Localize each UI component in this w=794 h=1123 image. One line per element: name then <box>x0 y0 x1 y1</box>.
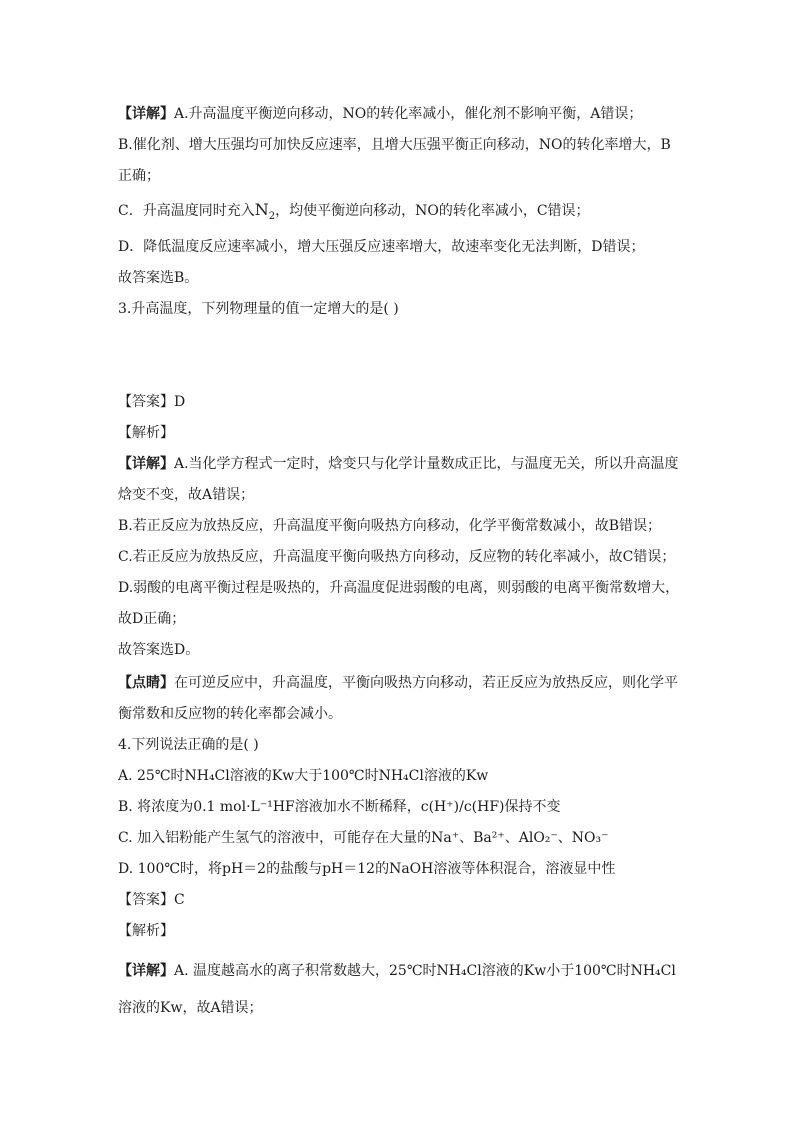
q3-answer: 【答案】D <box>118 394 186 410</box>
q3-detail-b: B.若正反应为放热反应，升高温度平衡向吸热方向移动，化学平衡常数减小，故B错误； <box>118 518 662 534</box>
q4-option-a: A. 25℃时NH₄Cl溶液的Kw大于100℃时NH₄Cl溶液的Kw <box>118 768 489 784</box>
q4-option-c: C. 加入铝粉能产生氢气的溶液中，可能存在大量的Na⁺、Ba²⁺、AlO₂⁻、NO₃⁻ <box>118 830 609 846</box>
q3-detail-d-cont: 故D正确； <box>118 611 186 627</box>
q3-tip-cont: 衡常数和反应物的转化率都会减小。 <box>118 706 342 722</box>
chem-subscript: 2 <box>268 210 276 222</box>
q3-analysis-heading: 【解析】 <box>118 425 174 441</box>
text-fragment: ，均使平衡逆向移动，NO的转化率减小，C错误； <box>275 203 590 219</box>
detail-tag: 【详解】 <box>118 106 174 122</box>
q4-stem: 4.下列说法正确的是( ) <box>118 737 259 753</box>
q3-stem: 3.升高温度，下列物理量的值一定增大的是( ) <box>118 301 399 317</box>
q4-detail-a-cont: 溶液的Kw，故A错误； <box>118 1000 263 1016</box>
tip-text: 在可逆反应中，升高温度，平衡向吸热方向移动，若正反应为放热反应，则化学平 <box>174 675 678 691</box>
q4-option-b: B. 将浓度为0.1 mol·L⁻¹HF溶液加水不断稀释，c(H⁺)/c(HF)保持不变 <box>118 799 561 815</box>
q3-conclusion: 故答案选D。 <box>118 642 200 658</box>
q4-analysis-heading: 【解析】 <box>118 923 174 939</box>
q2-detail-line-a <box>118 104 688 124</box>
q2-detail-line-d: D．降低温度反应速率减小，增大压强反应速率增大，故速率变化无法判断，D错误； <box>118 239 645 255</box>
q3-detail-c: C.若正反应为放热反应，升高温度平衡向吸热方向移动，反应物的转化率减小，故C错误； <box>118 549 676 565</box>
detail-text: A.升高温度平衡逆向移动，NO的转化率减小，催化剂不影响平衡，A错误； <box>174 106 643 122</box>
q4-option-d: D. 100℃时，将pH＝2的盐酸与pH＝12的NaOH溶液等体积混合，溶液显中性 <box>118 861 616 877</box>
q3-detail-a-cont: 焓变不变，故A错误； <box>118 487 255 503</box>
text-fragment: C．升高温度同时充入 <box>118 203 255 219</box>
q4-detail-a <box>118 961 688 981</box>
q2-detail-line-b-cont: 正确； <box>118 168 160 184</box>
detail-tag: 【详解】 <box>118 456 174 472</box>
detail-text: A. 温度越高水的离子积常数越大，25℃时NH₄Cl溶液的Kw小于100℃时NH₄Cl <box>174 963 676 979</box>
q2-detail-line-b: B.催化剂、增大压强均可加快反应速率，且增大压强平衡正向移动，NO的转化率增大，B <box>118 137 671 153</box>
tip-tag: 【点睛】 <box>118 675 174 691</box>
q3-detail-d: D.弱酸的电离平衡过程是吸热的，升高温度促进弱酸的电离，则弱酸的电离平衡常数增大， <box>118 580 680 596</box>
q2-detail-line-c <box>118 200 688 227</box>
detail-tag: 【详解】 <box>118 963 174 979</box>
q3-detail-a <box>118 454 688 474</box>
chem-formula: N <box>254 200 269 219</box>
detail-text: A.当化学方程式一定时，焓变只与化学计量数成正比，与温度无关，所以升高温度 <box>174 456 679 472</box>
q4-answer: 【答案】C <box>118 892 185 908</box>
q3-tip <box>118 673 688 693</box>
q2-conclusion: 故答案选B。 <box>118 270 199 286</box>
